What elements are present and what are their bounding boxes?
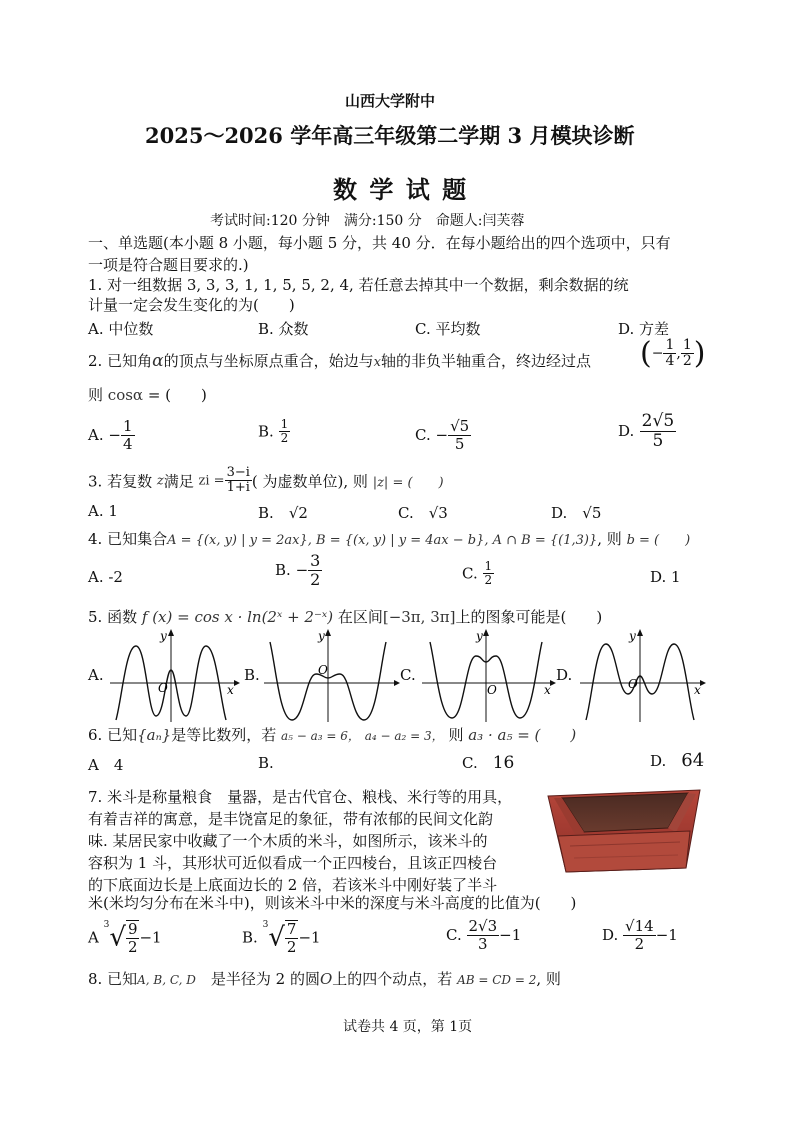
q2-alpha: α bbox=[152, 351, 164, 371]
q1-option-d: D. 方差 bbox=[618, 320, 670, 338]
svg-text:x: x bbox=[544, 683, 551, 697]
q3-option-d: D. √5 bbox=[551, 504, 602, 522]
q7-option-c: C. $\frac{2√3}{3}$ −1 bbox=[446, 917, 522, 953]
q5-label-a: A. bbox=[88, 666, 104, 684]
q2-option-c: C. − $\frac{√5}{5}$ bbox=[415, 417, 470, 453]
q7-line5: 的下底面边长是上底面边长的 2 倍，若该米斗中刚好装了半斗 bbox=[88, 876, 498, 894]
q3-option-c: C. √3 bbox=[398, 504, 448, 522]
q5-graph-b bbox=[262, 628, 400, 724]
q6-option-a: A 4 bbox=[88, 756, 124, 774]
q5-graph-c bbox=[420, 628, 556, 724]
section-heading-line2: 一项是符合题目要求的.) bbox=[88, 256, 249, 274]
q1-option-a: A. 中位数 bbox=[88, 320, 154, 338]
svg-text:y: y bbox=[160, 629, 167, 643]
q5-graph-a bbox=[108, 628, 240, 724]
svg-text:O: O bbox=[158, 681, 168, 695]
page-footer: 试卷共 4 页，第 1页 bbox=[343, 1019, 473, 1035]
q3-stem: 3. 若复数 z满足 zi = $\frac{3-i}{1+i}$ ( 为虚数单位), 则 |z| = ( ) bbox=[88, 465, 444, 496]
q4-stem: 4. 已知集合A = {(x, y) | y = 2ax}, B = {(x, y) | y = 4ax − b}, A ∩ B = {(1,3)}, 则 b = ( ) bbox=[88, 530, 691, 548]
svg-text:y: y bbox=[476, 629, 483, 643]
q1-option-c: C. 平均数 bbox=[415, 320, 481, 338]
q6-option-b: B. bbox=[258, 754, 274, 772]
q5-label-b: B. bbox=[244, 666, 260, 684]
q2-question: 则 cosα = ( ) bbox=[88, 386, 207, 404]
q2-cos: cosα bbox=[107, 386, 144, 404]
q5-label-c: C. bbox=[400, 666, 416, 684]
q2-point: (− $\frac{1}{4}$ , $\frac{1}{2}$ ) bbox=[640, 336, 706, 371]
q2-stem bbox=[88, 350, 591, 371]
rice-measure-image bbox=[540, 776, 708, 880]
q7-line4: 容积为 1 斗，其形状可近似看成一个正四棱台，且该正四棱台 bbox=[88, 854, 498, 872]
subject-title: 数 学 试 题 bbox=[333, 175, 469, 204]
q2-text-a: 2. 已知角 bbox=[88, 352, 153, 370]
q2-x: x bbox=[373, 355, 381, 370]
q6-stem: 6. 已知{aₙ}是等比数列，若 a₅ − a₃ = 6， a₄ − a₂ = 3， 则 a₃ · a₅ = ( ) bbox=[88, 726, 577, 744]
q2-option-b: B. $\frac{1}{2}$ bbox=[258, 417, 289, 446]
q7-line1: 7. 米斗是称量粮食 量器，是古代官仓、粮栈、米行等的用具， bbox=[88, 788, 513, 806]
svg-text:O: O bbox=[318, 663, 328, 677]
q1-line2: 计量一定会发生变化的为( ) bbox=[88, 296, 295, 314]
q1-option-b: B. 众数 bbox=[258, 320, 309, 338]
q5-graph-d bbox=[578, 628, 706, 724]
q3-option-a: A. 1 bbox=[88, 502, 118, 520]
q2-option-a: A. − $\frac{1}{4}$ bbox=[88, 417, 133, 453]
svg-text:O: O bbox=[628, 677, 638, 691]
q4-option-d: D. 1 bbox=[650, 568, 681, 586]
q6-option-c: C. 16 bbox=[462, 753, 515, 773]
q7-option-d: D. $\frac{√14}{2}$ −1 bbox=[602, 917, 678, 953]
q2-text-c: 轴的非负半轴重合，终边经过点 bbox=[380, 352, 591, 370]
svg-text:x: x bbox=[694, 683, 701, 697]
q7-line2: 有着吉祥的寓意，是丰饶富足的象征，带有浓郁的民间文化韵 bbox=[88, 810, 494, 828]
q7-line3: 味. 某居民家中收藏了一个木质的米斗，如图所示，该米斗的 bbox=[88, 832, 488, 850]
school-name: 山西大学附中 bbox=[345, 92, 436, 110]
q4-option-a: A. -2 bbox=[88, 568, 123, 586]
q8-stem: 8. 已知A, B, C, D 是半径为 2 的圆O上的四个动点，若 AB = CD = 2, 则 bbox=[88, 970, 561, 988]
svg-text:y: y bbox=[318, 629, 325, 643]
q7-option-b: B. $^3$√ $\frac{7}{2}$ −1 bbox=[242, 920, 321, 956]
q5-stem: 5. 函数 f (x) = cos x · ln(2ˣ + 2⁻ˣ) 在区间[−3π, 3π]上的图象可能是( ) bbox=[88, 608, 603, 626]
section-heading-line1: 一、单选题(本小题 8 小题，每小题 5 分，共 40 分．在每小题给出的四个选项中，只有 bbox=[88, 234, 671, 252]
q5-label-d: D. bbox=[556, 666, 573, 684]
svg-text:O: O bbox=[487, 683, 497, 697]
q1-line1: 1. 对一组数据 3, 3, 3, 1, 1, 5, 5, 2, 4, 若任意去掉其中一个数据，剩余数据的统 bbox=[88, 276, 629, 294]
q3-option-b: B. √2 bbox=[258, 504, 308, 522]
q2-option-d: D. $\frac{2√5}{5}$ bbox=[618, 411, 675, 451]
q7-line6: 米(米均匀分布在米斗中)，则该米斗中米的深度与米斗高度的比值为( ) bbox=[88, 894, 577, 912]
q7-option-a: A $^3$√ $\frac{9}{2}$ −1 bbox=[88, 920, 162, 956]
q6-option-d: D. 64 bbox=[650, 750, 705, 771]
exam-title: 2025～2026 学年高三年级第二学期 3 月模块诊断 bbox=[145, 123, 635, 148]
q4-option-b: B. − $\frac{3}{2}$ bbox=[275, 551, 321, 589]
q4-option-c: C. $\frac{1}{2}$ bbox=[462, 559, 493, 588]
svg-text:x: x bbox=[227, 683, 234, 697]
exam-info: 考试时间:120 分钟 满分:150 分 命题人:闫芙蓉 bbox=[210, 213, 525, 229]
svg-text:y: y bbox=[629, 629, 636, 643]
q2-text-b: 的顶点与坐标原点重合，始边与 bbox=[163, 352, 374, 370]
